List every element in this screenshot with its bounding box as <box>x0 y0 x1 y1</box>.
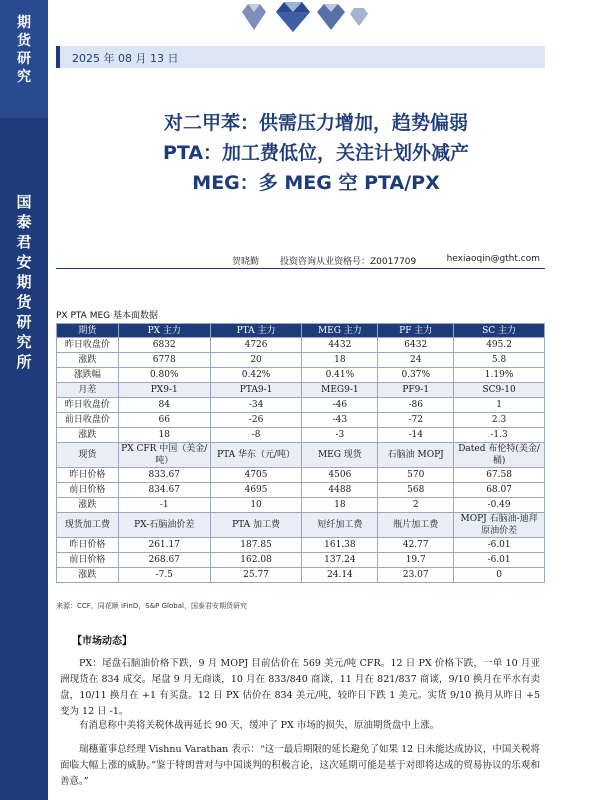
table-row <box>57 498 545 513</box>
title-pta: PTA：加工费低位，关注计划外减产 <box>162 142 470 164</box>
row-label-cell: 涨跌 <box>57 568 119 583</box>
table-cell: 6778 <box>118 353 210 368</box>
table-cell: -0.49 <box>454 498 545 513</box>
author-license: 投资咨询从业资格号：Z0017709 <box>280 257 417 267</box>
header-cell: 期货 <box>57 324 119 338</box>
table-cell: PX9-1 <box>118 383 210 398</box>
table-row <box>57 398 545 413</box>
table-cell: 5.8 <box>454 353 545 368</box>
table-cell: 0.80% <box>118 368 210 383</box>
row-label-cell: 昨日价格 <box>57 468 119 483</box>
section-heading: 【市场动态】 <box>72 636 132 647</box>
header-cell: PTA 主力 <box>210 324 302 338</box>
table-cell: 4488 <box>302 483 378 498</box>
table-row <box>57 443 545 468</box>
author-name: 贺晓勤 <box>232 257 260 267</box>
table-cell: 1.19% <box>454 368 545 383</box>
table-cell: 4506 <box>302 468 378 483</box>
table-cell: 0.37% <box>378 368 454 383</box>
title-px: 对二甲苯：供需压力增加，趋势偏弱 <box>163 112 468 134</box>
table-row <box>57 368 545 383</box>
table-cell: 24.14 <box>302 568 378 583</box>
table-cell: 4432 <box>302 338 378 353</box>
table-cell: 833.67 <box>118 468 210 483</box>
row-label-cell: 月差 <box>57 383 119 398</box>
table-cell: -86 <box>378 398 454 413</box>
header-cell: PX 主力 <box>118 324 210 338</box>
table-cell: 18 <box>302 353 378 368</box>
table-row <box>57 338 545 353</box>
table-row <box>57 413 545 428</box>
table-cell: -1 <box>118 498 210 513</box>
table-row <box>57 353 545 368</box>
table-cell: 6432 <box>378 338 454 353</box>
row-label-cell: 前日收盘价 <box>57 413 119 428</box>
table-cell: -26 <box>210 413 302 428</box>
row-label-cell: 涨跌 <box>57 498 119 513</box>
row-label-cell: 涨跌 <box>57 353 119 368</box>
row-label-cell: 昨日收盘价 <box>57 338 119 353</box>
table-cell: MOPJ 石脑油-迪拜原油价差 <box>454 513 545 538</box>
table-cell: -7.5 <box>118 568 210 583</box>
table-cell: 66 <box>118 413 210 428</box>
table-cell: 187.85 <box>210 538 302 553</box>
table-cell: -1.3 <box>454 428 545 443</box>
header-cell: SC 主力 <box>454 324 545 338</box>
fundamentals-table <box>56 323 545 583</box>
table-cell: 23.07 <box>378 568 454 583</box>
table-cell: MEG9-1 <box>302 383 378 398</box>
table-cell: 161.38 <box>302 538 378 553</box>
author-email[interactable]: hexiaoqin@gtht.com <box>446 254 540 264</box>
row-label-cell: 现货 <box>57 443 119 468</box>
table-cell: 4705 <box>210 468 302 483</box>
date-banner <box>56 46 545 68</box>
table-cell: 0.41% <box>302 368 378 383</box>
table-cell: -3 <box>302 428 378 443</box>
table-row <box>57 538 545 553</box>
paragraph-quote: 瑞穗董事总经理 Vishnu Varathan 表示：“这一最后期限的延长避免了如果 12 日未能达成协议，中国关税将面临大幅上涨的威胁。”鉴于特朗普对与中国谈判的积极言论，这次延期可能是基于对即将达成的贸易协议的乐观和善意。” <box>60 744 540 787</box>
table-cell: 4726 <box>210 338 302 353</box>
table-cell: -14 <box>378 428 454 443</box>
table-row <box>57 483 545 498</box>
header-cell: MEG 主力 <box>302 324 378 338</box>
row-label-cell: 前日价格 <box>57 553 119 568</box>
table-cell: 瓶片加工费 <box>378 513 454 538</box>
table-header-row <box>57 324 545 338</box>
table-cell: 24 <box>378 353 454 368</box>
divider <box>56 268 545 269</box>
sidebar-top-label: 期 货 研 究 <box>17 15 31 85</box>
table-cell: 0.42% <box>210 368 302 383</box>
table-row <box>57 568 545 583</box>
report-date: 2025 年 08 月 13 日 <box>72 52 179 65</box>
table-cell: MEG 现货 <box>302 443 378 468</box>
table-cell: 0 <box>454 568 545 583</box>
table-cell: Dated 布伦特(美金/桶) <box>454 443 545 468</box>
table-cell: PTA 华东（元/吨） <box>210 443 302 468</box>
title-meg: MEG：多 MEG 空 PTA/PX <box>192 172 440 194</box>
table-row <box>57 428 545 443</box>
table-cell: 25.77 <box>210 568 302 583</box>
table-cell: 834.67 <box>118 483 210 498</box>
table-cell: 1 <box>454 398 545 413</box>
table-source-note: 来源：CCF，同花顺 iFinD，S&P Global，国泰君安期货研究 <box>56 602 247 610</box>
table-cell: 石脑油 MOPJ <box>378 443 454 468</box>
table-row <box>57 383 545 398</box>
table-cell: -72 <box>378 413 454 428</box>
table-cell: 495.2 <box>454 338 545 353</box>
table-cell: -43 <box>302 413 378 428</box>
table-cell: PTA 加工费 <box>210 513 302 538</box>
table-cell: 18 <box>302 498 378 513</box>
table-row <box>57 553 545 568</box>
table-row <box>57 468 545 483</box>
table-cell: 2 <box>378 498 454 513</box>
table-cell: PX-石脑油价差 <box>118 513 210 538</box>
table-cell: PF9-1 <box>378 383 454 398</box>
table-cell: 18 <box>118 428 210 443</box>
table-cell: 261.17 <box>118 538 210 553</box>
row-label-cell: 涨跌 <box>57 428 119 443</box>
table-cell: -46 <box>302 398 378 413</box>
table-cell: 162.08 <box>210 553 302 568</box>
table-cell: SC9-10 <box>454 383 545 398</box>
header-cell: PF 主力 <box>378 324 454 338</box>
table-cell: 20 <box>210 353 302 368</box>
table-cell: PTA9-1 <box>210 383 302 398</box>
table-row <box>57 513 545 538</box>
table-cell: 6832 <box>118 338 210 353</box>
table-cell: PX CFR 中国（美金/吨） <box>118 443 210 468</box>
table-cell: 84 <box>118 398 210 413</box>
table-cell: 568 <box>378 483 454 498</box>
sidebar <box>0 0 48 800</box>
row-label-cell: 昨日收盘价 <box>57 398 119 413</box>
table-cell: 137.24 <box>302 553 378 568</box>
paragraph-tariff: 有消息称中美将关税休战再延长 90 天，缓冲了 PX 市场的损失，原油期货盘中上涨。 <box>79 720 440 731</box>
author-line <box>56 254 576 268</box>
sidebar-company-name: 国 泰 君 安 期 货 研 究 所 <box>16 193 32 371</box>
diamond-logo-icon <box>228 0 378 34</box>
table-cell: 2.3 <box>454 413 545 428</box>
table-cell: -6.01 <box>454 553 545 568</box>
row-label-cell: 昨日价格 <box>57 538 119 553</box>
paragraph-px: PX：尾盘石脑油价格下跌，9 月 MOPJ 目前估价在 569 美元/吨 CFR。12 日 PX 价格下跌，一单 10 月亚洲现货在 834 成交。尾盘 9 月无商谈，10 月在 833/840 商谈，11 月在 821/837 商谈，9/10 换月在平水有卖盘，10/11 换月在 +1 有买盘。12 日 PX 估价在 834 美元/吨，较昨日下跌 1 美元。实货 9/10 换月从昨日 +5 变为 12 日 -1。 <box>60 658 540 717</box>
table-cell: -6.01 <box>454 538 545 553</box>
row-label-cell: 现货加工费 <box>57 513 119 538</box>
table-caption: PX PTA MEG 基本面数据 <box>56 311 158 321</box>
table-cell: 268.67 <box>118 553 210 568</box>
table-cell: 19.7 <box>378 553 454 568</box>
table-cell: 10 <box>210 498 302 513</box>
table-cell: -8 <box>210 428 302 443</box>
table-cell: 4695 <box>210 483 302 498</box>
table-cell: 68.07 <box>454 483 545 498</box>
report-titles <box>56 108 576 198</box>
table-cell: 短纤加工费 <box>302 513 378 538</box>
row-label-cell: 涨跌幅 <box>57 368 119 383</box>
table-cell: 42.77 <box>378 538 454 553</box>
table-cell: 570 <box>378 468 454 483</box>
table-cell: -34 <box>210 398 302 413</box>
row-label-cell: 前日价格 <box>57 483 119 498</box>
table-cell: 67.58 <box>454 468 545 483</box>
